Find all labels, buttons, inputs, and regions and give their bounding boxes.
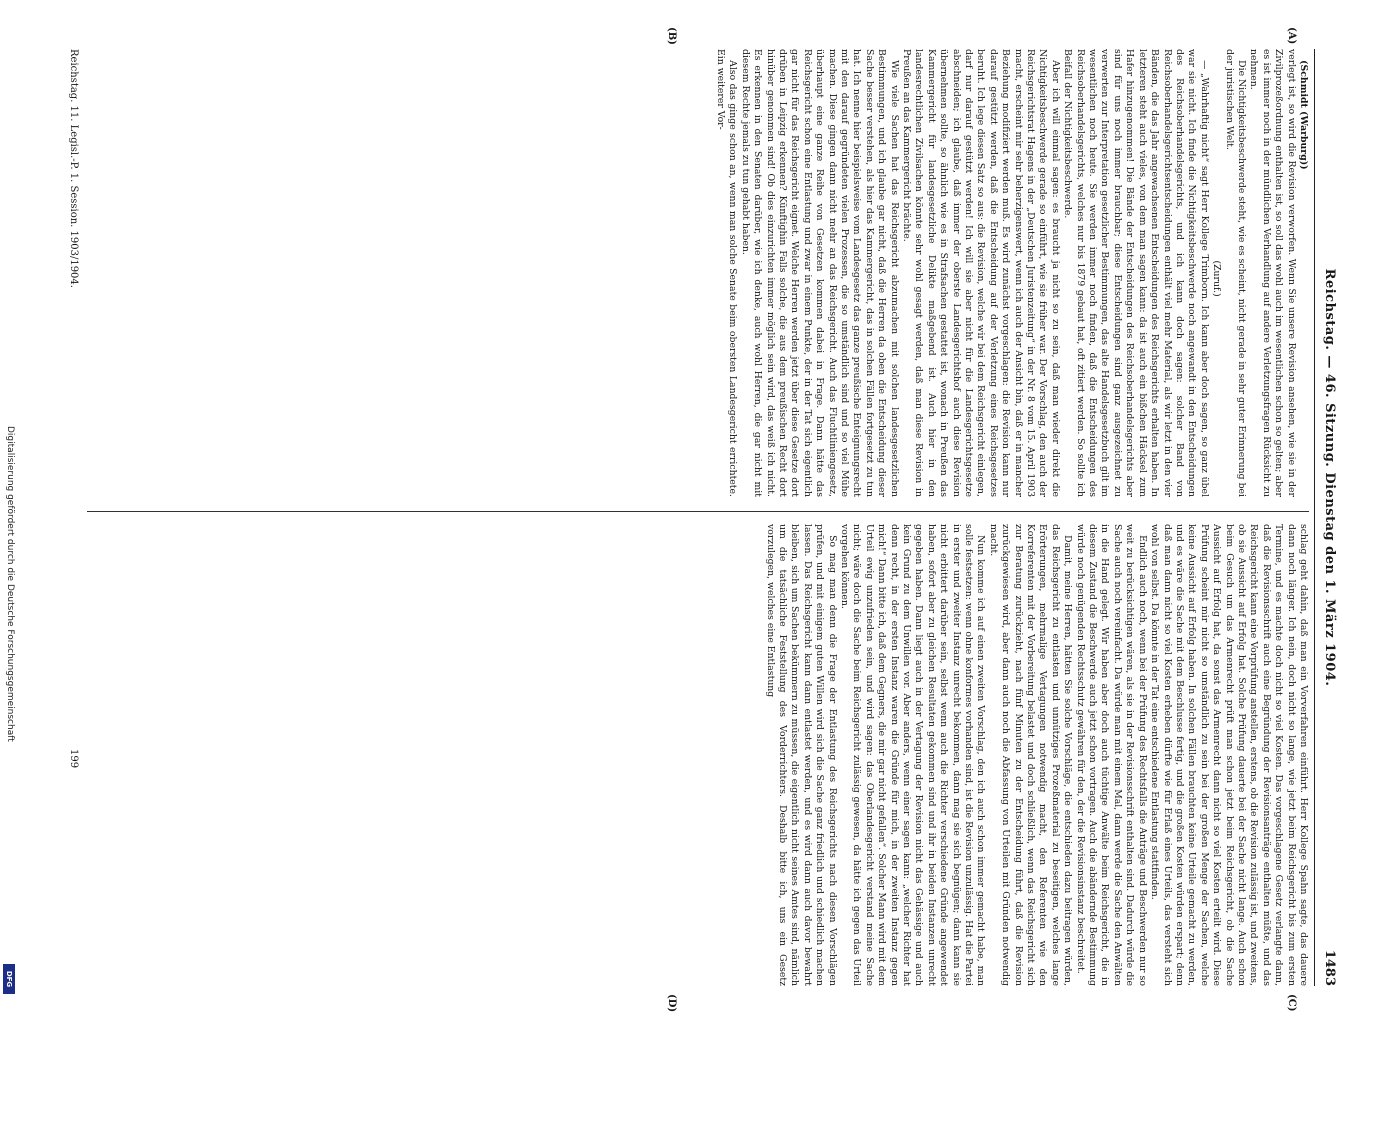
speaker-tag (1297, 49, 1309, 497)
paragraph: Aber ich will einmal sagen: es braucht ja nicht so zu sein, daß man wieder direkt die Nichtigkeitsbeschwerde gerade so einführt, wie sie früher war. Der Vorschlag, den auch der Reichsgerichtsrat Hagens in der „Deutschen Juristenzeitung“ in der Nr. 8 vom 15. April 1903 macht, erscheint mir sehr beherzigenswert, wenn ich auch der Ansicht bin, daß er in mancher Beziehung modifiziert werden muß. Es wird zunächst vorgeschlagen: die Revision kann nur darauf gestützt werden, daß die Entscheidung auf der Verletzung eines Reichsgesetzes beruht. Ich lege diesen Satz so aus: die Revision, welche wir bei dem Reichsgericht einlegen, darf nur darauf gestützt werden! Ich will sie aber nicht für die Landesgerichtsgesetze abschneiden; ich glaube, daß immer der oberste Landesgerichtshof auch diese Revision übernehmen sollte, so ähnlich wie es in Strafsachen gestattet ist, wonach in Preußen das Kammergericht für landesgesetzliche Delikte maßgebend ist. Auch hier in den landesrechtlichen Zivilsachen könnte sehr wohl gesagt werden, daß man diese Revision in Preußen an das Kammergericht brächte. (901, 49, 1061, 497)
column-divider (87, 511, 1309, 512)
paragraph: verlegt ist, so wird die Revision verworfen. Wenn Sie unsere Revision ansehen, wie sie in der Zivilprozeßordnung enthalten ist, so soll das wohl auch im wesentlichen schon so gelten; aber es ist immer noch in der mündlichen Verhandlung auf andere Verletzungsfragen Rücksicht zu nehmen. (1248, 49, 1297, 497)
dfg-logo-icon (3, 964, 15, 994)
paragraph: Die Nichtigkeitsbeschwerde steht, wie es scheint, nicht gerade in sehr guter Erinnerung bei der juristischen Welt. (1223, 49, 1247, 497)
paragraph: So mag man denn die Frage der Entlastung des Reichsgerichts nach diesen Vorschlägen prüfen, und mit einigem guten Willen wird sich die Sache ganz friedlich und schiedlich machen lassen. Das Reichsgericht kann dann entlastet werden, und es wird dann auch davor bewahrt bleiben, sich um Sachen bekümmern zu müssen, die eigentlich nicht seines Amtes sind, nämlich um die tatsächliche Feststellung des Vorderrichters. Deshalb bitte ich, uns ein Gesetz vorzulegen, welches eine Entlastung (764, 524, 838, 986)
paragraph: Damit, meine Herren, hätten Sie solche Vorschläge, die entschieden dazu beitragen würden, das Reichsgericht zu entlasten und unnütziges Prozeßmaterial zu beseitigen, welches lange Erörterungen, mehrmalige Vertagungen notwendig macht, den Referenten wie den Korreferenten mit der Vorbereitung belastet und doch schließlich, wenn das Reichsgericht sich zur Beratung zurückzieht, nach fünf Minuten zu der Entscheidung führt, daß die Revision zurückgewiesen wird, aber dann auch noch die Abfassung von Urteilen mit Gründen notwendig macht. (987, 524, 1074, 986)
paragraph: Nun komme ich auf einen zweiten Vorschlag, den ich auch schon immer gemacht habe, man solle festsetzen: wenn ohne konformes vorhanden sind, ist die Revision unzulässig. Hat die Partei in erster und zweiter Instanz unrecht bekommen, dann mag sie sich begnügen; dann kann sie nicht erbittert darüber sein, selbst wenn auch die Richter verschiedene Gründe angewendet haben, sofort aber zu gleichen Resultaten gekommen sind und ihr in beiden Instanzen unrecht gegeben haben. Dann liegt auch in der Vertagung der Revision nicht das Gehässige und auch kein Grund zu dem Unwillen vor. Aber anders, wenn einer sagen kann: „welcher Richter hat denn recht, in der ersten Instanz waren die Gründe für mich, in der zweiten Instanz gegen mich!“ Dann bitte ich, daß dem Gegners, die mir gar nicht gefallen“. Solcher Mann wird mit dem Urteil ewig unzufrieden sein, und wird sagen: das Oberlandesgericht verstand meine Sache nicht; wäre doch die Sache beim Reichsgericht zulässig gewesen, da hätte ich gegen das Urteil vorgehen können. (838, 524, 987, 986)
scanned-page (48, 27, 1337, 1013)
digitization-caption: Digitalisierung gefördert durch die Deutsche Forschungsgemeinschaft (5, 426, 15, 742)
right-column (87, 524, 1309, 986)
paragraph: Wie viele Sachen hat das Reichsgericht abzumachen mit solchen landesgesetzlichen Bestimmungen, und ich glaube gar nicht, daß die Herren da oben die Entscheidung dieser Sache besser verstehen, als hier das Kammergericht, das in solchen Fällen fortgesetzt zu tun hat. Ich nenne hier beispielsweise vom Landesgesetz das ganze preußische Enteignungsrecht mit den darauf gegründeten vielen Prozessen, die so umständlich sind und so viel Mühe machen. Diese gingen dann nicht mehr an das Reichsgericht. Auch das Fluchtliniengesetz, überhaupt eine ganze Reihe von Gesetzen kommen dabei in Frage. Dann hätte das Reichsgericht schon eine Entlastung und zwar in einem Punkte, der in der Tat sich eigentlich gar nicht für das Reichsgericht eignet. Welche Herren werden jetzt über diese Gesetze dort drüben in Leipzig erkennen? Künftighin Falls solche, die aus dem preußischen Recht dort hinüber genommen sind! Ob dies einzurichten immer möglich sein wird, das weiß ich nicht. Es erkennen in den Senaten darüber, wie ich denke, auch wohl Herren, die gar nicht mit diesem Rechte jemals zu tun gehabt haben. (739, 49, 900, 497)
left-column (87, 49, 1309, 497)
margin-letter-d: (D) (666, 994, 677, 1013)
digitization-strip (0, 0, 18, 1000)
page-footer (59, 49, 79, 986)
sheet-number: 199 (68, 749, 79, 769)
margin-letter-a: (A) (1286, 27, 1297, 45)
dfg-logo-text: DFG (5, 970, 13, 988)
running-head: Reichstag. — 46. Sitzung. Dienstag den 1. März 1904. (1322, 268, 1337, 687)
page-content (48, 27, 1337, 1013)
header-rule (1314, 49, 1315, 986)
paragraph: Also das ginge schon an, wenn man solche Senate beim obersten Landesgericht errichtete. Ein weiterer Vor- (714, 49, 739, 497)
interjection-note: (Zuruf.) (1211, 260, 1223, 297)
page-number: 1483 (1322, 949, 1337, 986)
page-header (1315, 49, 1337, 986)
paragraph: — „Wahrhaftig nicht“ sagt Herr Kollege Trimborn. Ich kann aber doch sagen, so ganz übel war sie nicht. Ich finde die Nichtigkeitsbeschwerde noch angewandt in den Entscheidungen des Reichsoberhandelsgerichts, und ich kann doch sagen: solcher Band von Reichsoberhandelsgerichtsentscheidungen enthält viel mehr Material, als wir letzt in den vier Bänden, die das Jahr angewachsenen Entscheidungen des Reichsgerichts erhalten haben. In letzteren steht auch vieles, von dem man sagen kann: da ist auch ein bißchen Häcksel zum Hafer hinzugenommen! Die Bände der Entscheidungen des Reichsoberhandelsgerichts aber sind für uns noch immer brauchbar; diese Entscheidungen sind ganz ausgezeichnet zu verwerten zur Interpretation gesetzlicher Bestimmungen, das alte Handelsgesetzbuch gilt im wesentlichen noch heute. Sie werden immer noch finden, daß die Entscheidungen des Reichsoberhandelsgerichts, welches nur bis 1879 gebaut hat, oft zitiert werden. So sollte ich Beifall der Nichtigkeitsbeschwerde. (1062, 49, 1210, 497)
paragraph: schlag geht dahin, daß man ein Vorverfahren einführt. Herr Kollege Spahn sagte, das dauere dann noch länger. Ich nein, doch nicht so lange, wie jetzt beim Reichsgericht bis zum ersten Termine, und es machte doch nicht so viel Kosten. Das vorgeschlagene Gesetz verlangte dann, daß die Revisionsschrift auch eine Begründung der Revisionsanträge enthalten müßte, und das Reichsgericht kann eine Vorprüfung anstellen, erstens, ob die Revision zulässig ist, und zweitens, ob sie Aussicht auf Erfolg hat. Solche Prüfung dauerte bei der Sache nicht lange. Auch schon beim Gesuch um das Armenrecht prüft man schon jetzt beim Reichsgericht, ob die Sache Aussicht auf Erfolg hat, da sonst das Armenrecht dann nicht so viel Kosten erteilt wird. Diese Prüfung scheint mir nicht so umständlich zu sein bei der großen Menge der Sachen, welche keine Aussicht auf Erfolg haben. In solchen Fällen brauchten keine Urteile gemacht zu werden, und es wäre die Sache mit dem Beschlusse fertig, und die großen Kosten würden erspart; denn daß man dann nicht so viel Kosten erheben dürfte wie für Erlaß eines Urteils, das versteht sich wohl von selbst. Da könnte in der Tat eine entschiedene Entlastung stattfinden. (1149, 524, 1309, 986)
margin-letter-c: (C) (1286, 994, 1297, 1012)
margin-letter-b: (B) (666, 27, 677, 45)
paragraph: Endlich auch noch, wenn bei der Prüfung des Rechtsfalls die Anträge und Beschwerden nur so weit zu berücksichtigen wären, als sie in der Revisionsschrift enthalten sind. Dadurch würde die Sache auch noch vereinfacht. Da würde man mit einem Mal, dann werde die Sache den Anwälten in die Hand gelegt. Wir haben aber doch auch tüchtige Anwälte beim Reichsgericht, die in diesem Zustand die Beschwerde auch jetzt schon vortragen. Auch die abändernde Bestimmung würde noch genügenden Rechtsschutz gewähren für den, der die Revisionsinstanz beschreitet. (1074, 524, 1148, 986)
footer-citation: Reichstag. 11. Legisl.-P. 1. Session. 1903/1904. (68, 49, 79, 288)
speaker-name: (Schmidt (Warburg)) (1298, 60, 1309, 170)
